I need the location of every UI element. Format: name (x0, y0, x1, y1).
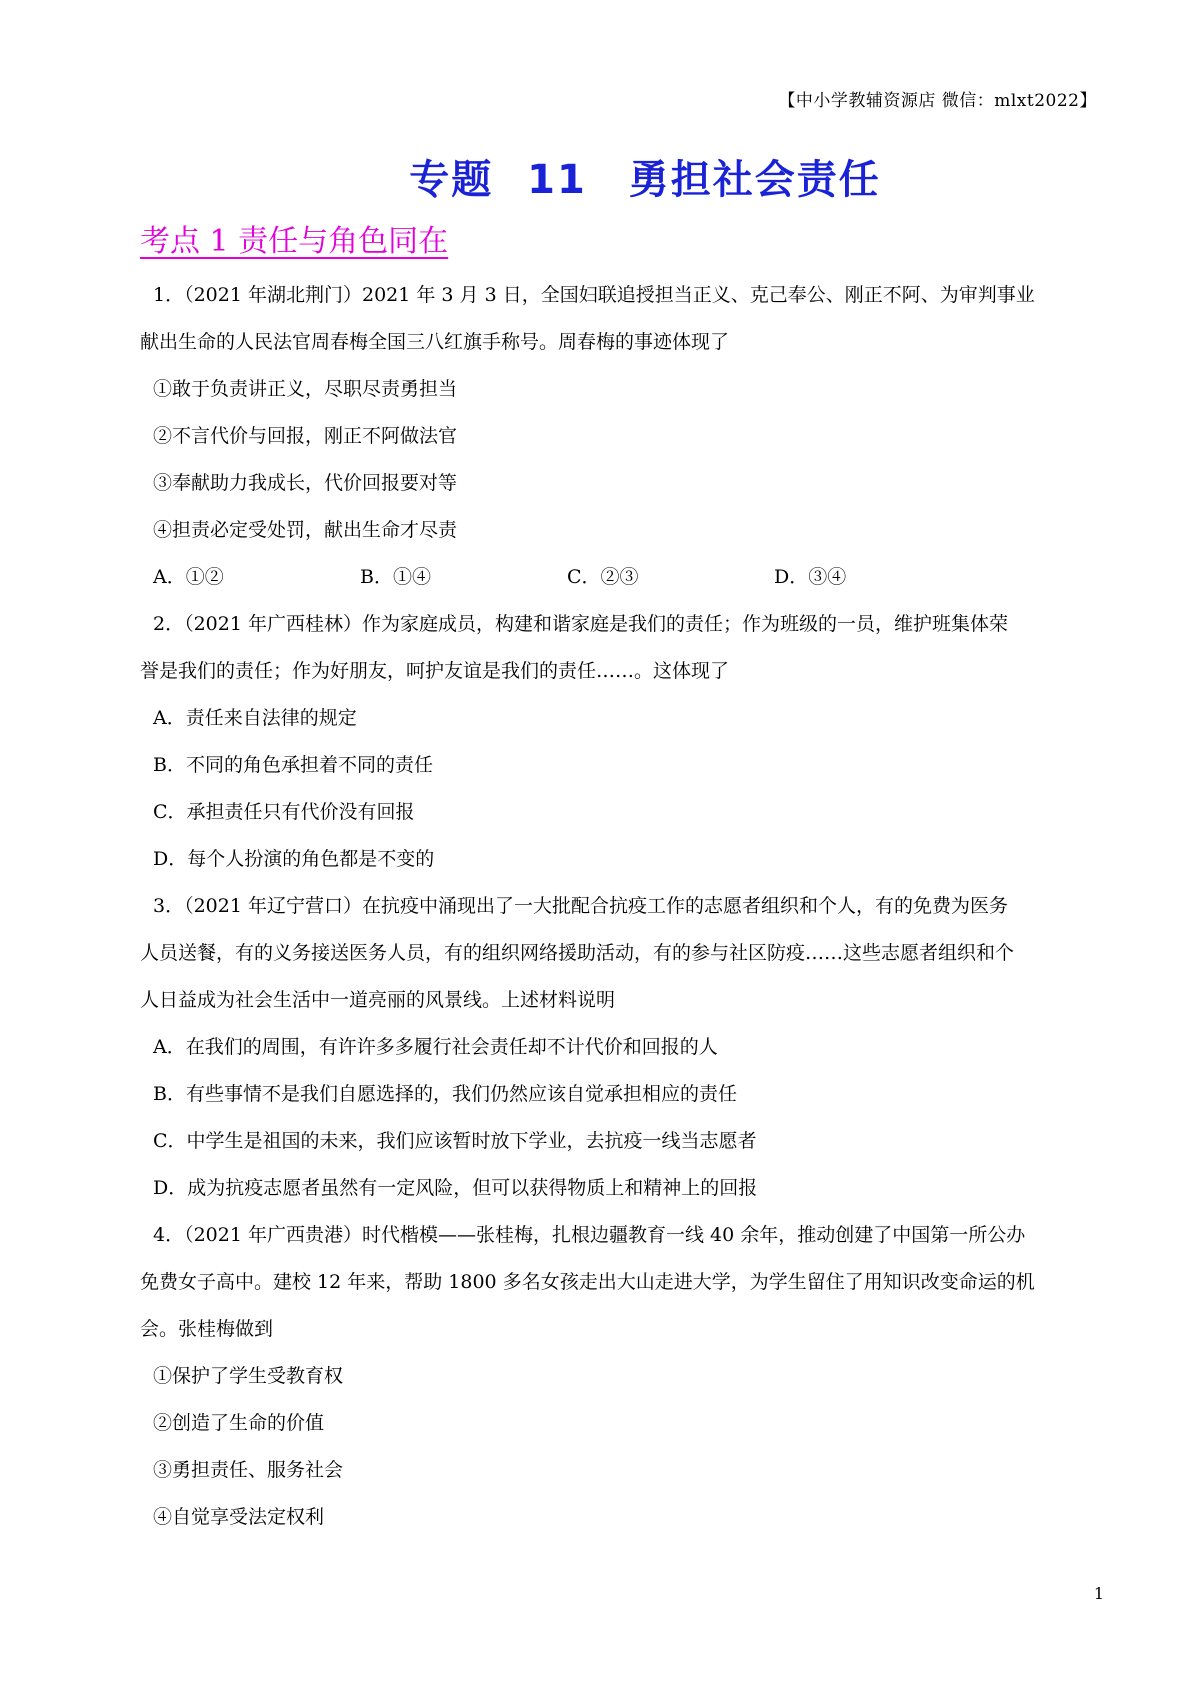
question-stem-line: 人员送餐，有的义务接送医务人员，有的组织网络援助活动，有的参与社区防疫……这些志愿者组织和个 (140, 942, 1015, 964)
question-stem-line: 2．（2021 年广西桂林）作为家庭成员，构建和谐家庭是我们的责任；作为班级的一员，维护班集体荣 (153, 613, 1008, 635)
answer-option-c: C．②③ (567, 566, 639, 588)
answer-option-d: D．③④ (774, 566, 847, 588)
answer-option-c: C．承担责任只有代价没有回报 (153, 801, 415, 823)
statement-item: ④自觉享受法定权利 (153, 1506, 325, 1528)
header-note: 【中小学教辅资源店 微信：mlxt2022】 (778, 91, 1097, 111)
question-2 (140, 601, 1100, 883)
answer-option-d: D．成为抗疫志愿者虽然有一定风险，但可以获得物质上和精神上的回报 (153, 1177, 758, 1199)
answer-option-a: A．责任来自法律的规定 (153, 707, 357, 729)
question-stem-line: 会。张桂梅做到 (140, 1318, 274, 1340)
page-number: 1 (1093, 1584, 1104, 1603)
statement-item: ④担责必定受处罚，献出生命才尽责 (153, 519, 458, 541)
question-1 (140, 272, 1100, 601)
answer-options-row (140, 554, 1100, 601)
question-stem-line: 3．（2021 年辽宁营口）在抗疫中涌现出了一大批配合抗疫工作的志愿者组织和个人，有的免费为医务 (153, 895, 1008, 917)
statement-item: ②不言代价与回报，刚正不阿做法官 (153, 425, 458, 447)
question-list (140, 272, 1100, 1541)
question-stem-line: 免费女子高中。建校 12 年来，帮助 1800 多名女孩走出大山走进大学，为学生留住了用知识改变命运的机 (140, 1271, 1035, 1293)
question-3 (140, 883, 1100, 1212)
question-stem-line: 献出生命的人民法官周春梅全国三八红旗手称号。周春梅的事迹体现了 (140, 331, 730, 353)
section-title: 考点 1 责任与角色同在 (140, 224, 449, 259)
question-stem-line: 人日益成为社会生活中一道亮丽的风景线。上述材料说明 (140, 989, 616, 1011)
answer-option-c: C．中学生是祖国的未来，我们应该暂时放下学业，去抗疫一线当志愿者 (153, 1130, 757, 1152)
question-stem-line: 1．（2021 年湖北荆门）2021 年 3 月 3 日，全国妇联追授担当正义、克己奉公、刚正不阿、为审判事业 (153, 284, 1035, 306)
statement-item: ①保护了学生受教育权 (153, 1365, 344, 1387)
page-title: 专题 11 勇担社会责任 (409, 157, 881, 203)
question-stem-line: 4．（2021 年广西贵港）时代楷模——张桂梅，扎根边疆教育一线 40 余年，推动创建了中国第一所公办 (153, 1224, 1026, 1246)
answer-option-d: D．每个人扮演的角色都是不变的 (153, 848, 435, 870)
answer-option-a: A．在我们的周围，有许许多多履行社会责任却不计代价和回报的人 (153, 1036, 718, 1058)
question-4 (140, 1212, 1100, 1541)
statement-item: ①敢于负责讲正义，尽职尽责勇担当 (153, 378, 458, 400)
question-stem-line: 誉是我们的责任；作为好朋友，呵护友谊是我们的责任……。这体现了 (140, 660, 730, 682)
answer-option-a: A．①② (153, 566, 224, 588)
answer-option-b: B．①④ (360, 566, 431, 588)
statement-item: ③勇担责任、服务社会 (153, 1459, 344, 1481)
answer-option-b: B．有些事情不是我们自愿选择的，我们仍然应该自觉承担相应的责任 (153, 1083, 737, 1105)
answer-option-b: B．不同的角色承担着不同的责任 (153, 754, 433, 776)
statement-item: ③奉献助力我成长，代价回报要对等 (153, 472, 458, 494)
statement-item: ②创造了生命的价值 (153, 1412, 325, 1434)
